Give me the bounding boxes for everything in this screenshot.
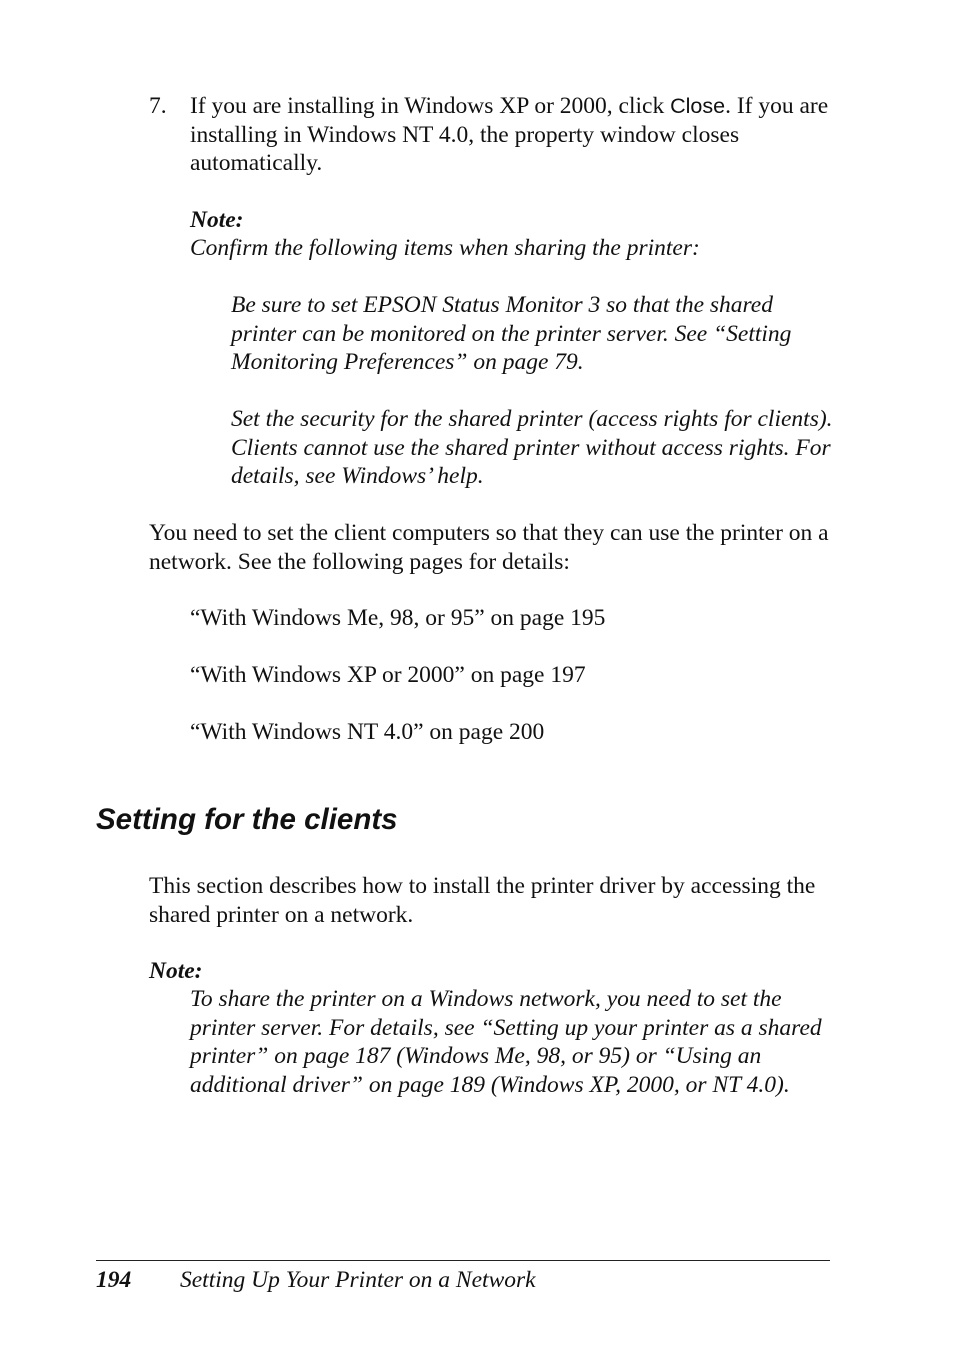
section-paragraph: This section describes how to install the printer driver by accessing the shared printer on a network. (149, 873, 816, 928)
step-text-after: . If you are installing in Windows NT 4.0, the property window closes automatically. (190, 93, 829, 177)
note-item: Set the security for the shared printer (access rights for clients). Clients cannot use the shared printer without access rights. For details, see Windows’ help. (231, 406, 833, 490)
note-label: Note: (190, 207, 244, 233)
note-intro: Confirm the following items when sharing the printer: (190, 235, 700, 261)
reference-link-windows-nt: “With Windows NT 4.0” on page 200 (190, 719, 545, 745)
step-text-before: If you are installing in Windows XP or 2000, click (190, 93, 671, 119)
note-text: To share the printer on a Windows network, you need to set the printer server. For details, see “Setting up your printer as a shared printer” on page 187 (Windows Me, 98, or 95) or “Using an additional driver” on page 189 (Windows XP, 2000, or NT 4.0). (190, 986, 822, 1098)
reference-link-windows-xp: “With Windows XP or 2000” on page 197 (190, 662, 586, 688)
note-label: Note: (149, 958, 203, 984)
footer-divider (96, 1260, 830, 1261)
page-number: 194 (96, 1267, 132, 1293)
chapter-title: Setting Up Your Printer on a Network (180, 1267, 536, 1293)
reference-link-windows-me: “With Windows Me, 98, or 95” on page 195 (190, 605, 606, 631)
client-setup-paragraph: You need to set the client computers so that they can use the printer on a network. See the following pages for details: (149, 520, 829, 575)
section-heading: Setting for the clients (96, 803, 398, 836)
step-number: 7. (149, 93, 167, 119)
close-button-reference: Close (670, 94, 726, 118)
note-item: Be sure to set EPSON Status Monitor 3 so that the shared printer can be monitored on the printer server. See “Setting Monitoring Preferences” on page 79. (231, 292, 792, 376)
step-text (190, 92, 840, 178)
